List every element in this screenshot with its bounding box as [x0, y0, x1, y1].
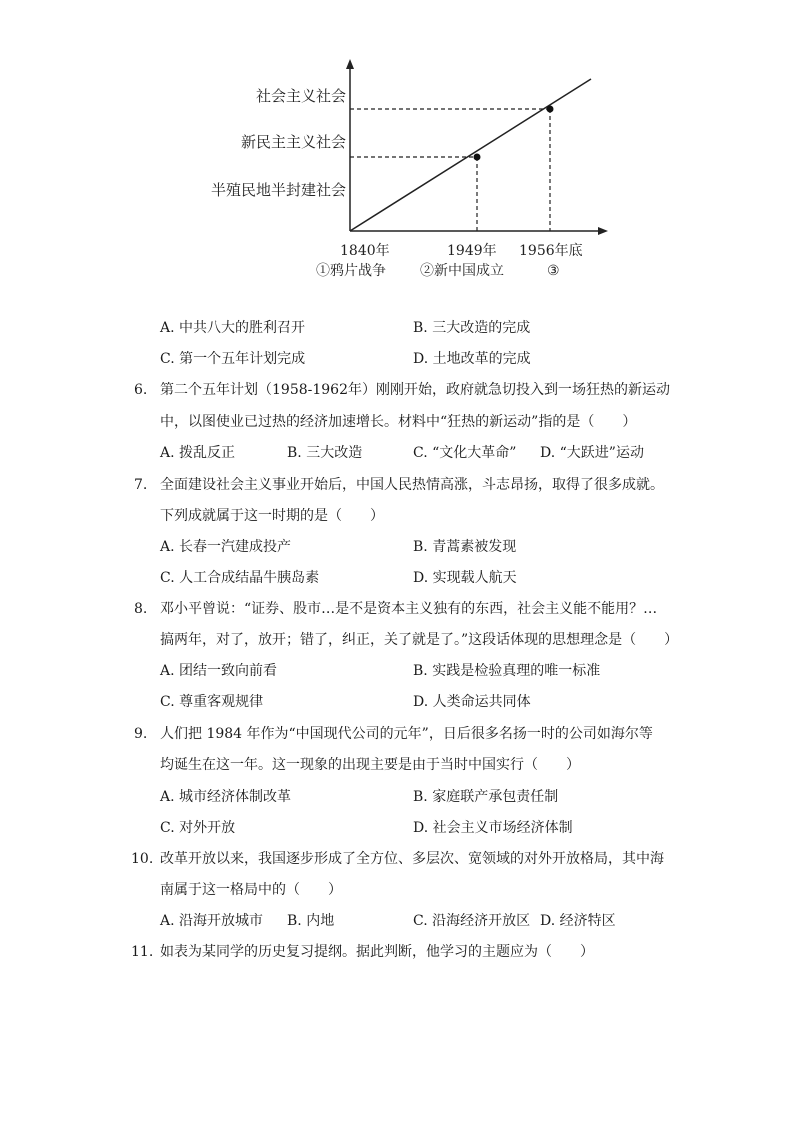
x-event-opium-war: ①鸦片战争: [316, 263, 386, 279]
q8-stem-line-2: 搞两年，对了，放开；错了，纠正，关了就是了。”这段话体现的思想理念是（ ）: [160, 632, 679, 648]
x-year-1840: 1840年: [340, 243, 390, 259]
q10-option-b[interactable]: B. 内地: [287, 913, 335, 929]
q8-option-c[interactable]: C. 尊重客观规律: [160, 694, 264, 710]
x-event-prc-founding: ②新中国成立: [420, 263, 504, 279]
q10-option-d[interactable]: D. 经济特区: [540, 913, 616, 929]
q8-option-a[interactable]: A. 团结一致向前看: [160, 663, 278, 679]
q6-option-a[interactable]: A. 拨乱反正: [160, 445, 236, 461]
history-stage-diagram: [180, 55, 620, 290]
q10-number: 10.: [131, 851, 154, 867]
q5-option-b[interactable]: B. 三大改造的完成: [413, 320, 531, 336]
x-event-3: ③: [547, 263, 560, 279]
q6-option-d[interactable]: D. “大跃进”运动: [540, 445, 644, 461]
q7-stem-line-2: 下列成就属于这一时期的是（ ）: [160, 508, 384, 524]
q11-stem-line-1: 如表为某同学的历史复习提纲。据此判断，他学习的主题应为（ ）: [160, 944, 594, 960]
q7-stem-line-1: 全面建设社会主义事业开始后，中国人民热情高涨，斗志昂扬，取得了很多成就。: [160, 477, 664, 493]
y-label-socialist: 社会主义社会: [255, 87, 346, 105]
q10-option-a[interactable]: A. 沿海开放城市: [160, 913, 264, 929]
point-1949: [474, 154, 481, 161]
q5-option-c[interactable]: C. 第一个五年计划完成: [160, 351, 306, 367]
q7-option-c[interactable]: C. 人工合成结晶牛胰岛素: [160, 570, 320, 586]
q9-option-c[interactable]: C. 对外开放: [160, 820, 236, 836]
q8-stem-line-1: 邓小平曾说：“证券、股市…是不是资本主义独有的东西，社会主义能不能用？…: [160, 601, 658, 617]
q6-number: 6.: [134, 382, 148, 398]
x-axis-arrow: [598, 227, 608, 235]
q9-option-d[interactable]: D. 社会主义市场经济体制: [413, 820, 573, 836]
q7-option-d[interactable]: D. 实现载人航天: [413, 570, 517, 586]
x-year-1956: 1956年底: [519, 243, 583, 259]
q7-option-b[interactable]: B. 青蒿素被发现: [413, 539, 517, 555]
q6-option-b[interactable]: B. 三大改造: [287, 445, 363, 461]
point-1956: [547, 106, 554, 113]
x-year-1949: 1949年: [447, 243, 497, 259]
q5-option-d[interactable]: D. 土地改革的完成: [413, 351, 531, 367]
q8-option-d[interactable]: D. 人类命运共同体: [413, 694, 531, 710]
q5-option-a[interactable]: A. 中共八大的胜利召开: [160, 320, 306, 336]
y-label-semi-colonial: 半殖民地半封建社会: [210, 181, 346, 199]
q9-stem-line-2: 均诞生在这一年。这一现象的出现主要是由于当时中国实行（ ）: [160, 757, 580, 773]
q6-stem-line-1: 第二个五年计划（1958-1962年）刚刚开始，政府就急切投入到一场狂热的新运动: [160, 382, 670, 398]
q10-option-c[interactable]: C. 沿海经济开放区: [413, 913, 531, 929]
q6-stem-line-2: 中，以图使业已过热的经济加速增长。材料中“狂热的新运动”指的是（ ）: [160, 414, 637, 430]
q9-stem-line-1: 人们把 1984 年作为“中国现代公司的元年”，日后很多名扬一时的公司如海尔等: [160, 726, 653, 742]
q8-option-b[interactable]: B. 实践是检验真理的唯一标准: [413, 663, 601, 679]
q9-option-b[interactable]: B. 家庭联产承包责任制: [413, 789, 559, 805]
q7-option-a[interactable]: A. 长春一汽建成投产: [160, 539, 292, 555]
q9-option-a[interactable]: A. 城市经济体制改革: [160, 789, 292, 805]
q6-option-c[interactable]: C. “文化大革命”: [413, 445, 517, 461]
q10-stem-line-1: 改革开放以来，我国逐步形成了全方位、多层次、宽领域的对外开放格局，其中海: [160, 851, 664, 867]
q9-number: 9.: [134, 726, 148, 742]
q8-number: 8.: [134, 601, 148, 617]
q7-number: 7.: [134, 477, 148, 493]
q10-stem-line-2: 南属于这一格局中的（ ）: [160, 882, 342, 898]
q11-number: 11.: [131, 944, 154, 960]
y-label-new-democratic: 新民主主义社会: [240, 133, 346, 151]
y-axis-arrow: [346, 59, 354, 69]
trend-line: [350, 79, 591, 231]
